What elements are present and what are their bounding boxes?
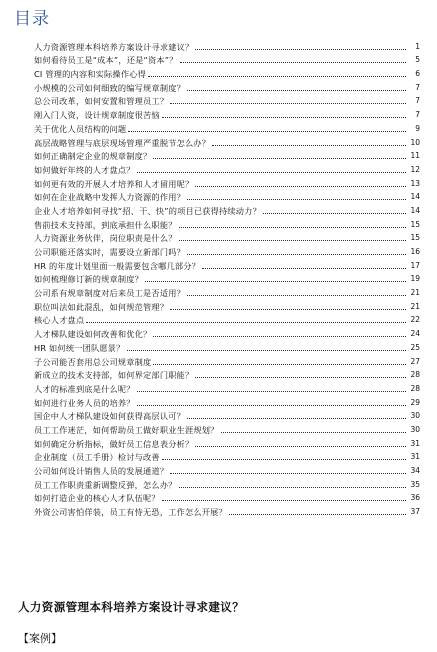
toc-entry-page: 35 <box>410 479 420 489</box>
toc-entry[interactable] <box>34 93 420 107</box>
toc-entry[interactable] <box>34 380 420 394</box>
toc-dot-leader <box>179 239 406 241</box>
toc-dot-leader <box>187 294 406 296</box>
toc-dot-leader <box>179 226 406 228</box>
toc-list <box>34 38 420 517</box>
toc-entry-title: 如何更有效的开展人才培养和人才留用呢？ <box>34 178 194 189</box>
toc-entry[interactable] <box>34 503 420 517</box>
toc-entry-title: HR 的年度计划里面一般需要包含哪几部分？ <box>34 260 201 271</box>
toc-entry-title: 外资公司害怕佯装，员工有恃无恐，工作怎么开展？ <box>34 507 227 518</box>
toc-entry[interactable] <box>34 462 420 476</box>
toc-dot-leader <box>179 486 406 488</box>
toc-entry[interactable] <box>34 175 420 189</box>
toc-entry-page: 15 <box>410 233 420 243</box>
toc-entry[interactable] <box>34 202 420 216</box>
case-label: 【案例】 <box>18 632 62 645</box>
toc-entry[interactable] <box>34 435 420 449</box>
toc-entry-title: 核心人才盘点 <box>34 315 85 326</box>
toc-entry-title: 高层战略管理与底层现场管理严重脱节怎么办？ <box>34 137 211 148</box>
toc-entry-page: 34 <box>410 466 420 475</box>
section-heading: 人力资源管理本科培养方案设计寻求建议？ <box>18 600 245 614</box>
toc-entry[interactable] <box>34 120 420 134</box>
toc-dot-leader <box>195 185 406 187</box>
toc-entry-title: 如何在企业战略中发挥人力资源的作用？ <box>34 192 185 203</box>
toc-entry-page: 14 <box>410 205 420 215</box>
toc-entry-page: 9 <box>415 123 420 133</box>
toc-dot-leader <box>153 157 406 159</box>
toc-entry-title: 人才的标准到底是什么呢？ <box>34 383 135 394</box>
toc-entry[interactable] <box>34 476 420 490</box>
toc-entry-page: 7 <box>415 82 420 92</box>
toc-dot-leader <box>170 308 406 310</box>
toc-dot-leader <box>137 404 406 406</box>
toc-entry[interactable] <box>34 284 420 298</box>
toc-entry[interactable] <box>34 243 420 257</box>
toc-entry-title: 公司如何设计销售人员的发展通道？ <box>34 466 169 476</box>
toc-entry-page: 29 <box>410 397 420 407</box>
toc-dot-leader <box>229 513 406 515</box>
toc-entry-page: 25 <box>410 342 420 352</box>
toc-dot-leader <box>212 144 406 146</box>
toc-entry-title: 小规模的公司如何细致的编写规章制度？ <box>34 82 185 93</box>
toc-entry-title: 公司系有规章制度对后来员工是否适用？ <box>34 288 185 299</box>
toc-dot-leader <box>187 417 406 419</box>
toc-entry-title: 售前技术支持部，到底承担什么职能？ <box>34 219 177 230</box>
toc-entry-title: 如何确定分析指标，做好员工信息表分析？ <box>34 438 194 449</box>
toc-entry-page: 13 <box>410 178 420 188</box>
toc-entry-title: 人力资源管理本科培养方案设计寻求建议？ <box>34 41 194 52</box>
toc-entry[interactable] <box>34 216 420 230</box>
toc-entry[interactable] <box>34 394 420 408</box>
toc-dot-leader <box>187 89 406 91</box>
toc-entry[interactable] <box>34 421 420 435</box>
toc-dot-leader <box>162 116 406 118</box>
toc-dot-leader <box>137 390 406 392</box>
toc-entry[interactable] <box>34 449 420 463</box>
toc-dot-leader <box>127 349 406 351</box>
toc-dot-leader <box>263 212 406 214</box>
toc-entry-page: 31 <box>410 438 420 448</box>
toc-entry-title: 国企中人才梯队建设如何获得高层认可？ <box>34 411 185 422</box>
toc-entry[interactable] <box>34 52 420 66</box>
toc-entry-title: HR 如何统一团队愿景？ <box>34 342 125 353</box>
toc-entry-title: 人力资源业务伙伴，岗位职责是什么？ <box>34 233 177 244</box>
toc-entry-page: 6 <box>415 69 420 79</box>
toc-dot-leader <box>148 75 406 77</box>
toc-entry-page: 10 <box>410 137 420 147</box>
toc-entry-page: 14 <box>410 192 420 202</box>
toc-entry-page: 17 <box>410 260 420 270</box>
toc-entry[interactable] <box>34 189 420 203</box>
toc-dot-leader <box>187 198 406 200</box>
toc-entry[interactable] <box>34 367 420 381</box>
toc-entry-title: 公司职能还落实时，需要设立新部门吗？ <box>34 247 185 257</box>
toc-entry-title: 企业制度（员工手册）检讨与改善 <box>34 452 160 463</box>
toc-entry[interactable] <box>34 298 420 312</box>
toc-entry[interactable] <box>34 490 420 504</box>
toc-dot-leader <box>187 253 406 255</box>
toc-entry-page: 36 <box>410 493 420 503</box>
toc-entry[interactable] <box>34 79 420 93</box>
toc-entry-page: 1 <box>415 41 420 51</box>
toc-entry-title: 如何进行业务人员的培养？ <box>34 397 135 408</box>
toc-entry[interactable] <box>34 271 420 285</box>
toc-entry-title: 职位叫法如此混乱，如何规范管理？ <box>34 301 169 312</box>
toc-entry-title: 如何正确制定企业的规章制度？ <box>34 151 152 162</box>
toc-entry-page: 30 <box>410 411 420 421</box>
toc-dot-leader <box>153 335 406 337</box>
toc-entry-page: 28 <box>410 370 420 380</box>
toc-entry[interactable] <box>34 339 420 353</box>
toc-dot-leader <box>170 472 406 474</box>
toc-dot-leader <box>128 130 406 132</box>
toc-dot-leader <box>195 445 406 447</box>
toc-dot-leader <box>195 376 406 378</box>
toc-entry[interactable] <box>34 408 420 422</box>
toc-entry-page: 7 <box>415 110 420 120</box>
toc-entry[interactable] <box>34 134 420 148</box>
toc-entry-page: 37 <box>410 507 420 517</box>
toc-entry-title: 如何梳理修订新的规章制度？ <box>34 274 144 285</box>
toc-entry-page: 21 <box>410 288 420 298</box>
toc-entry-page: 27 <box>410 356 420 366</box>
toc-entry-page: 30 <box>410 424 420 434</box>
toc-entry[interactable] <box>34 106 420 120</box>
toc-entry[interactable] <box>34 353 420 367</box>
toc-entry-page: 16 <box>410 247 420 256</box>
toc-entry-title: CI 管理的内容和实际操作心得 <box>34 69 146 80</box>
toc-dot-leader <box>202 267 406 269</box>
toc-entry-title: 人才梯队建设如何改善和优化？ <box>34 329 152 340</box>
toc-entry-page: 7 <box>415 96 420 106</box>
toc-dot-leader <box>195 48 406 50</box>
toc-entry-page: 15 <box>410 219 420 229</box>
toc-entry-title: 员工工作迷茫，如何帮助员工做好职业生涯规划？ <box>34 424 219 435</box>
toc-entry-title: 如何做好年终的人才盘点？ <box>34 164 135 175</box>
toc-entry[interactable] <box>34 38 420 52</box>
toc-entry-page: 11 <box>410 151 420 161</box>
toc-entry-title: 企业人才培养如何寻找“招、干、快”的项目已获得持续动力？ <box>34 205 261 216</box>
toc-entry-title: 新成立的技术支持部，如何界定部门职能？ <box>34 370 194 381</box>
toc-entry-page: 22 <box>410 315 420 325</box>
toc-entry-page: 19 <box>410 274 420 284</box>
toc-entry-page: 28 <box>410 383 420 393</box>
toc-entry-title: 如何打造企业的核心人才队伍呢？ <box>34 493 160 504</box>
toc-dot-leader <box>162 499 406 501</box>
toc-entry-title: 关于优化人员结构的问题 <box>34 123 127 134</box>
toc-entry-title: 子公司能否套用总公司规章制度 <box>34 356 152 367</box>
toc-dot-leader <box>137 171 406 173</box>
toc-entry-page: 24 <box>410 329 420 339</box>
toc-entry-title: 总公司改革，如何安置和管理员工？ <box>34 96 169 107</box>
toc-entry-page: 21 <box>410 301 420 311</box>
toc-entry[interactable] <box>34 65 420 79</box>
toc-dot-leader <box>221 431 406 433</box>
toc-entry[interactable] <box>34 148 420 162</box>
toc-entry[interactable] <box>34 161 420 175</box>
toc-dot-leader <box>170 102 406 104</box>
toc-entry[interactable] <box>34 312 420 326</box>
toc-dot-leader <box>180 61 406 63</box>
toc-title: 目录 <box>14 9 50 29</box>
toc-entry[interactable] <box>34 325 420 339</box>
toc-dot-leader <box>86 321 406 323</box>
toc-entry[interactable] <box>34 230 420 244</box>
toc-entry-title: 刚入门人资，设计规章制度很苦恼 <box>34 110 160 121</box>
toc-entry-page: 5 <box>415 55 420 65</box>
toc-entry-page: 12 <box>410 164 420 174</box>
toc-dot-leader <box>162 458 406 460</box>
toc-dot-leader <box>153 363 406 365</box>
toc-entry[interactable] <box>34 257 420 271</box>
toc-entry-title: 如何看待员工是“成本”，还是“资本”？ <box>34 55 178 66</box>
toc-dot-leader <box>145 280 406 282</box>
toc-entry-page: 31 <box>410 452 420 462</box>
toc-entry-title: 员工工作职责重新调整反弹，怎么办？ <box>34 479 177 490</box>
